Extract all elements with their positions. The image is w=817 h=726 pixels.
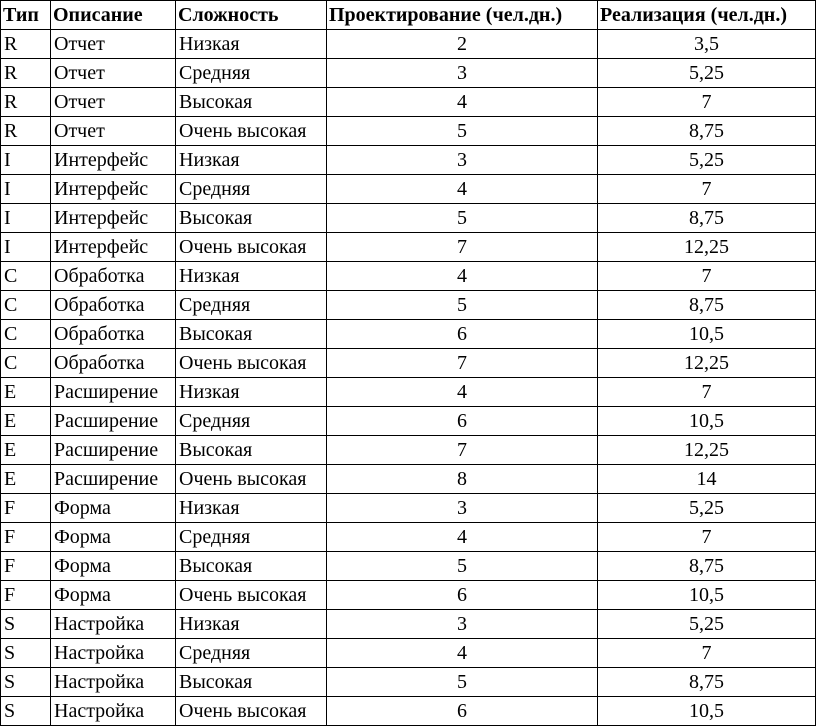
cell-description: Отчет xyxy=(51,117,176,146)
cell-complexity: Очень высокая xyxy=(176,697,327,726)
cell-type: I xyxy=(1,146,51,175)
table-row xyxy=(1,639,816,668)
cell-description: Обработка xyxy=(51,262,176,291)
cell-design-effort: 4 xyxy=(327,639,598,668)
cell-description: Форма xyxy=(51,523,176,552)
cell-type: I xyxy=(1,175,51,204)
cell-description: Обработка xyxy=(51,349,176,378)
cell-implementation-effort: 12,25 xyxy=(598,436,816,465)
table-row xyxy=(1,320,816,349)
table-row xyxy=(1,465,816,494)
cell-complexity: Средняя xyxy=(176,175,327,204)
table-row xyxy=(1,494,816,523)
table-row xyxy=(1,204,816,233)
header-type: Тип xyxy=(1,1,51,30)
cell-complexity: Низкая xyxy=(176,494,327,523)
cell-complexity: Низкая xyxy=(176,30,327,59)
cell-implementation-effort: 5,25 xyxy=(598,494,816,523)
cell-implementation-effort: 10,5 xyxy=(598,697,816,726)
cell-description: Настройка xyxy=(51,668,176,697)
cell-complexity: Низкая xyxy=(176,146,327,175)
table-row xyxy=(1,668,816,697)
table-row xyxy=(1,378,816,407)
cell-implementation-effort: 5,25 xyxy=(598,59,816,88)
table-row xyxy=(1,233,816,262)
table-row xyxy=(1,407,816,436)
cell-design-effort: 5 xyxy=(327,117,598,146)
cell-type: F xyxy=(1,581,51,610)
cell-implementation-effort: 12,25 xyxy=(598,349,816,378)
table-row xyxy=(1,291,816,320)
cell-implementation-effort: 7 xyxy=(598,639,816,668)
cell-description: Настройка xyxy=(51,639,176,668)
cell-type: F xyxy=(1,494,51,523)
cell-type: S xyxy=(1,668,51,697)
cell-complexity: Высокая xyxy=(176,552,327,581)
cell-implementation-effort: 8,75 xyxy=(598,668,816,697)
table-row xyxy=(1,59,816,88)
cell-design-effort: 3 xyxy=(327,59,598,88)
cell-design-effort: 4 xyxy=(327,378,598,407)
cell-design-effort: 7 xyxy=(327,233,598,262)
cell-description: Интерфейс xyxy=(51,146,176,175)
cell-description: Обработка xyxy=(51,291,176,320)
cell-design-effort: 6 xyxy=(327,320,598,349)
cell-complexity: Низкая xyxy=(176,262,327,291)
cell-description: Форма xyxy=(51,552,176,581)
table-row xyxy=(1,262,816,291)
cell-complexity: Высокая xyxy=(176,436,327,465)
cell-description: Расширение xyxy=(51,407,176,436)
cell-design-effort: 6 xyxy=(327,581,598,610)
header-complexity: Сложность xyxy=(176,1,327,30)
cell-implementation-effort: 7 xyxy=(598,262,816,291)
cell-complexity: Очень высокая xyxy=(176,233,327,262)
cell-implementation-effort: 12,25 xyxy=(598,233,816,262)
table-row xyxy=(1,581,816,610)
cell-description: Интерфейс xyxy=(51,204,176,233)
cell-description: Интерфейс xyxy=(51,233,176,262)
cell-implementation-effort: 8,75 xyxy=(598,204,816,233)
cell-type: R xyxy=(1,117,51,146)
cell-implementation-effort: 7 xyxy=(598,175,816,204)
cell-complexity: Очень высокая xyxy=(176,581,327,610)
cell-design-effort: 5 xyxy=(327,291,598,320)
cell-type: C xyxy=(1,320,51,349)
cell-complexity: Высокая xyxy=(176,668,327,697)
cell-type: C xyxy=(1,262,51,291)
cell-design-effort: 5 xyxy=(327,204,598,233)
cell-implementation-effort: 7 xyxy=(598,378,816,407)
table-body xyxy=(1,30,816,726)
cell-complexity: Низкая xyxy=(176,610,327,639)
cell-design-effort: 5 xyxy=(327,668,598,697)
cell-type: F xyxy=(1,523,51,552)
cell-type: R xyxy=(1,88,51,117)
cell-complexity: Средняя xyxy=(176,523,327,552)
cell-type: F xyxy=(1,552,51,581)
cell-description: Интерфейс xyxy=(51,175,176,204)
cell-implementation-effort: 10,5 xyxy=(598,407,816,436)
cell-type: R xyxy=(1,30,51,59)
cell-implementation-effort: 8,75 xyxy=(598,552,816,581)
cell-design-effort: 3 xyxy=(327,610,598,639)
cell-design-effort: 6 xyxy=(327,697,598,726)
cell-design-effort: 4 xyxy=(327,175,598,204)
cell-description: Отчет xyxy=(51,59,176,88)
cell-complexity: Очень высокая xyxy=(176,465,327,494)
cell-complexity: Средняя xyxy=(176,291,327,320)
table-row xyxy=(1,146,816,175)
table-row xyxy=(1,88,816,117)
cell-complexity: Очень высокая xyxy=(176,117,327,146)
cell-design-effort: 4 xyxy=(327,262,598,291)
cell-description: Обработка xyxy=(51,320,176,349)
table-row xyxy=(1,349,816,378)
cell-design-effort: 4 xyxy=(327,88,598,117)
cell-implementation-effort: 10,5 xyxy=(598,581,816,610)
cell-type: C xyxy=(1,349,51,378)
cell-description: Расширение xyxy=(51,465,176,494)
cell-implementation-effort: 10,5 xyxy=(598,320,816,349)
cell-complexity: Средняя xyxy=(176,59,327,88)
cell-description: Настройка xyxy=(51,697,176,726)
cell-description: Настройка xyxy=(51,610,176,639)
cell-implementation-effort: 7 xyxy=(598,88,816,117)
cell-complexity: Высокая xyxy=(176,320,327,349)
cell-type: I xyxy=(1,233,51,262)
table-row xyxy=(1,117,816,146)
cell-type: I xyxy=(1,204,51,233)
cell-design-effort: 3 xyxy=(327,146,598,175)
cell-implementation-effort: 5,25 xyxy=(598,146,816,175)
table-row xyxy=(1,436,816,465)
table-row xyxy=(1,697,816,726)
cell-implementation-effort: 14 xyxy=(598,465,816,494)
cell-design-effort: 4 xyxy=(327,523,598,552)
table-row xyxy=(1,175,816,204)
cell-description: Отчет xyxy=(51,88,176,117)
cell-description: Форма xyxy=(51,494,176,523)
cell-description: Расширение xyxy=(51,378,176,407)
cell-design-effort: 7 xyxy=(327,436,598,465)
cell-type: C xyxy=(1,291,51,320)
cell-design-effort: 3 xyxy=(327,494,598,523)
cell-type: R xyxy=(1,59,51,88)
table-row xyxy=(1,552,816,581)
cell-description: Отчет xyxy=(51,30,176,59)
cell-complexity: Средняя xyxy=(176,407,327,436)
cell-type: S xyxy=(1,610,51,639)
cell-implementation-effort: 8,75 xyxy=(598,117,816,146)
cell-design-effort: 7 xyxy=(327,349,598,378)
cell-design-effort: 5 xyxy=(327,552,598,581)
cell-implementation-effort: 5,25 xyxy=(598,610,816,639)
cell-implementation-effort: 7 xyxy=(598,523,816,552)
cell-design-effort: 2 xyxy=(327,30,598,59)
cell-type: S xyxy=(1,639,51,668)
table-row xyxy=(1,30,816,59)
cell-implementation-effort: 8,75 xyxy=(598,291,816,320)
cell-complexity: Высокая xyxy=(176,88,327,117)
cell-type: S xyxy=(1,697,51,726)
cell-type: E xyxy=(1,436,51,465)
cell-implementation-effort: 3,5 xyxy=(598,30,816,59)
header-row xyxy=(1,1,816,30)
cell-complexity: Средняя xyxy=(176,639,327,668)
cell-type: E xyxy=(1,407,51,436)
header-description: Описание xyxy=(51,1,176,30)
table-row xyxy=(1,523,816,552)
cell-type: E xyxy=(1,378,51,407)
cell-complexity: Высокая xyxy=(176,204,327,233)
cell-type: E xyxy=(1,465,51,494)
cell-description: Форма xyxy=(51,581,176,610)
cell-design-effort: 8 xyxy=(327,465,598,494)
header-design-effort: Проектирование (чел.дн.) xyxy=(327,1,598,30)
header-implementation-effort: Реализация (чел.дн.) xyxy=(598,1,816,30)
table-row xyxy=(1,610,816,639)
cell-description: Расширение xyxy=(51,436,176,465)
cell-design-effort: 6 xyxy=(327,407,598,436)
cell-complexity: Низкая xyxy=(176,378,327,407)
cell-complexity: Очень высокая xyxy=(176,349,327,378)
